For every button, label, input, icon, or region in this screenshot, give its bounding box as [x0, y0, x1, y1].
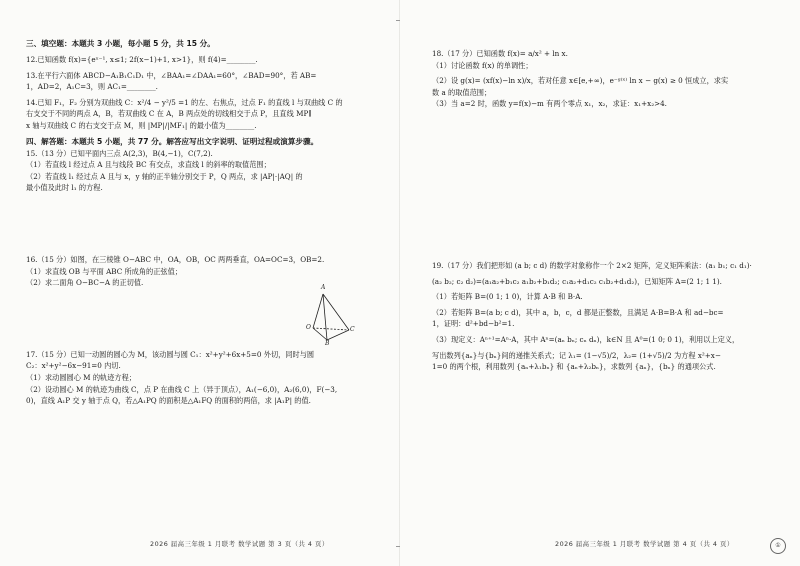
question-17-line-2: C₂：x²+y²−6x−91=0 内切. — [26, 361, 121, 371]
section3-title: 三、填空题：本题共 3 小题，每小题 5 分，共 15 分。 — [26, 39, 215, 48]
question-19-line-1: 19.（17 分）我们把形如 (a b; c d) 的数学对象称作一个 2×2 矩阵，定义矩阵乘法：(a₁ b₁; c₁ d₁)· — [432, 260, 752, 270]
question-13-line-1: 13.在平行六面体 ABCD−A₁B₁C₁D₁ 中，∠BAA₁=∠DAA₁=60°，∠BAD=90°，若 AB= — [26, 70, 317, 80]
question-17-line-3: （1）求动圆圆心 M 的轨迹方程； — [26, 372, 136, 382]
question-19-line-6: （3）现定义：Aⁿ⁺¹=Aⁿ·A，其中 Aⁿ=(aₙ bₙ; cₙ dₙ)，k∈N 且 A⁰=(1 0; 0 1)，利用以上定义， — [432, 334, 740, 344]
question-17-line-5: 0)，直线 A₁P 交 y 轴于点 Q，若△A₁PQ 的面积是△A₁FQ 的面积的两倍，求 |A₁P| 的值. — [26, 396, 311, 406]
vertex-label-a: A — [321, 284, 326, 291]
tetrahedron-diagram — [305, 290, 355, 346]
question-15-line-2: （1）若直线 l 经过点 A 且与线段 BC 有交点，求直线 l 的斜率的取值范围； — [26, 160, 271, 170]
question-19-line-3: （1）若矩阵 B=(0 1; 1 0)，计算 A·B 和 B·A. — [432, 292, 583, 302]
vertex-label-c: C — [350, 326, 355, 333]
question-14-line-3: x 轴与双曲线 C 的右支交于点 M，则 |MP|/|MF₁| 的最小值为________. — [26, 120, 257, 130]
question-19-line-5: 1，证明：d²+bd−b²=1. — [432, 319, 515, 329]
question-19-line-8: 1=0 的两个根，利用数列 {aₙ+λ₁bₙ} 和 {aₙ+λ₂bₙ}，求数列 {aₙ}，{bₙ} 的通项公式. — [432, 362, 716, 372]
question-15-line-4: 最小值及此时 l₁ 的方程. — [26, 183, 103, 193]
question-19-line-2: (a₂ b₂; c₂ d₂)=(a₁a₂+b₁c₂ a₁b₂+b₁d₂; c₁a₂+d₁c₂ c₁b₂+d₁d₂)，已知矩阵 A=(2 1; 1 1). — [432, 276, 722, 286]
question-17-line-4: （2）设动圆心 M 的轨迹为曲线 C，点 P 在曲线 C 上（异于顶点），A₁(−6,0)，A₂(6,0)，F(−3, — [26, 384, 338, 394]
corner-badge: ① — [770, 538, 786, 554]
right-page — [400, 0, 800, 566]
vertex-label-b: B — [325, 340, 330, 347]
question-14-line-2: 右支交于不同的两点 A，B，若双曲线 C 在 A，B 两点处的切线相交于点 P，且直线 MP∥ — [26, 109, 312, 119]
left-page-footer: 2026 届高三年级 1 月联考 数学试题 第 3 页（共 4 页） — [150, 540, 329, 548]
question-19-line-4: （2）若矩阵 B=(a b; c d)，其中 a，b，c，d 都是正整数，且满足 A·B=B·A 和 ad−bc= — [432, 307, 724, 317]
vertex-label-o: O — [306, 324, 311, 331]
question-13-line-2: 1，AD=2，A₁C=3，则 AC₁=________. — [26, 82, 158, 92]
question-16-line-3: （2）求二面角 O−BC−A 的正切值. — [26, 278, 144, 288]
section4-title: 四、解答题：本题共 5 小题，共 77 分。解答应写出文字说明、证明过程或演算步骤。 — [26, 136, 319, 146]
question-12: 12.已知函数 f(x)={eˣ⁻¹, x≤1; 2f(x−1)+1, x>1}，则 f(4)=________. — [26, 55, 258, 64]
question-18-line-3: （2）设 g(x)= (xf(x)−ln x)/x，若对任意 x∈[e,+∞)，e⁻ᵍ⁽ˣ⁾ ln x − g(x) ≥ 0 恒成立，求实 — [432, 76, 729, 86]
tetrahedron-figure — [305, 284, 355, 347]
question-14-line-1: 14.已知 F₁，F₂ 分别为双曲线 C：x²/4 − y²/5 =1 的左、右焦点，过点 F₁ 的直线 l 与双曲线 C 的 — [26, 97, 343, 107]
right-page-footer: 2026 届高三年级 1 月联考 数学试题 第 4 页（共 4 页） — [555, 540, 734, 548]
question-16-line-1: 16.（15 分）如图，在三棱锥 O−ABC 中，OA，OB，OC 两两垂直，OA=OC=3，OB=2. — [26, 254, 325, 264]
question-18-line-5: （3）当 a=2 时，函数 y=f(x)−m 有两个零点 x₁，x₂，求证：x₁+x₂>4. — [432, 99, 667, 109]
question-15-line-1: 15.（13 分）已知平面内三点 A(2,3)，B(4,−1)，C(7,2). — [26, 148, 213, 158]
question-17-line-1: 17.（15 分）已知一动圆的圆心为 M，该动圆与圆 C₁：x²+y²+6x+5=0 外切，同时与圆 — [26, 349, 315, 359]
question-16-line-2: （1）求直线 OB 与平面 ABC 所成角的正弦值； — [26, 266, 182, 276]
question-18-line-2: （1）讨论函数 f(x) 的单调性； — [432, 60, 533, 70]
question-15-line-3: （2）若直线 l₁ 经过点 A 且与 x，y 轴的正半轴分别交于 P，Q 两点，求 |AP|·|AQ| 的 — [26, 171, 303, 181]
question-18-line-1: 18.（17 分）已知函数 f(x)= a/x² + ln x. — [432, 49, 568, 58]
question-19-line-7: 写出数列{aₙ}与{bₙ}间的递推关系式；记 λ₁= (1−√5)/2，λ₂= (1+√5)/2 为方程 x²+x− — [432, 350, 721, 360]
question-18-line-4: 数 a 的取值范围； — [432, 87, 492, 97]
